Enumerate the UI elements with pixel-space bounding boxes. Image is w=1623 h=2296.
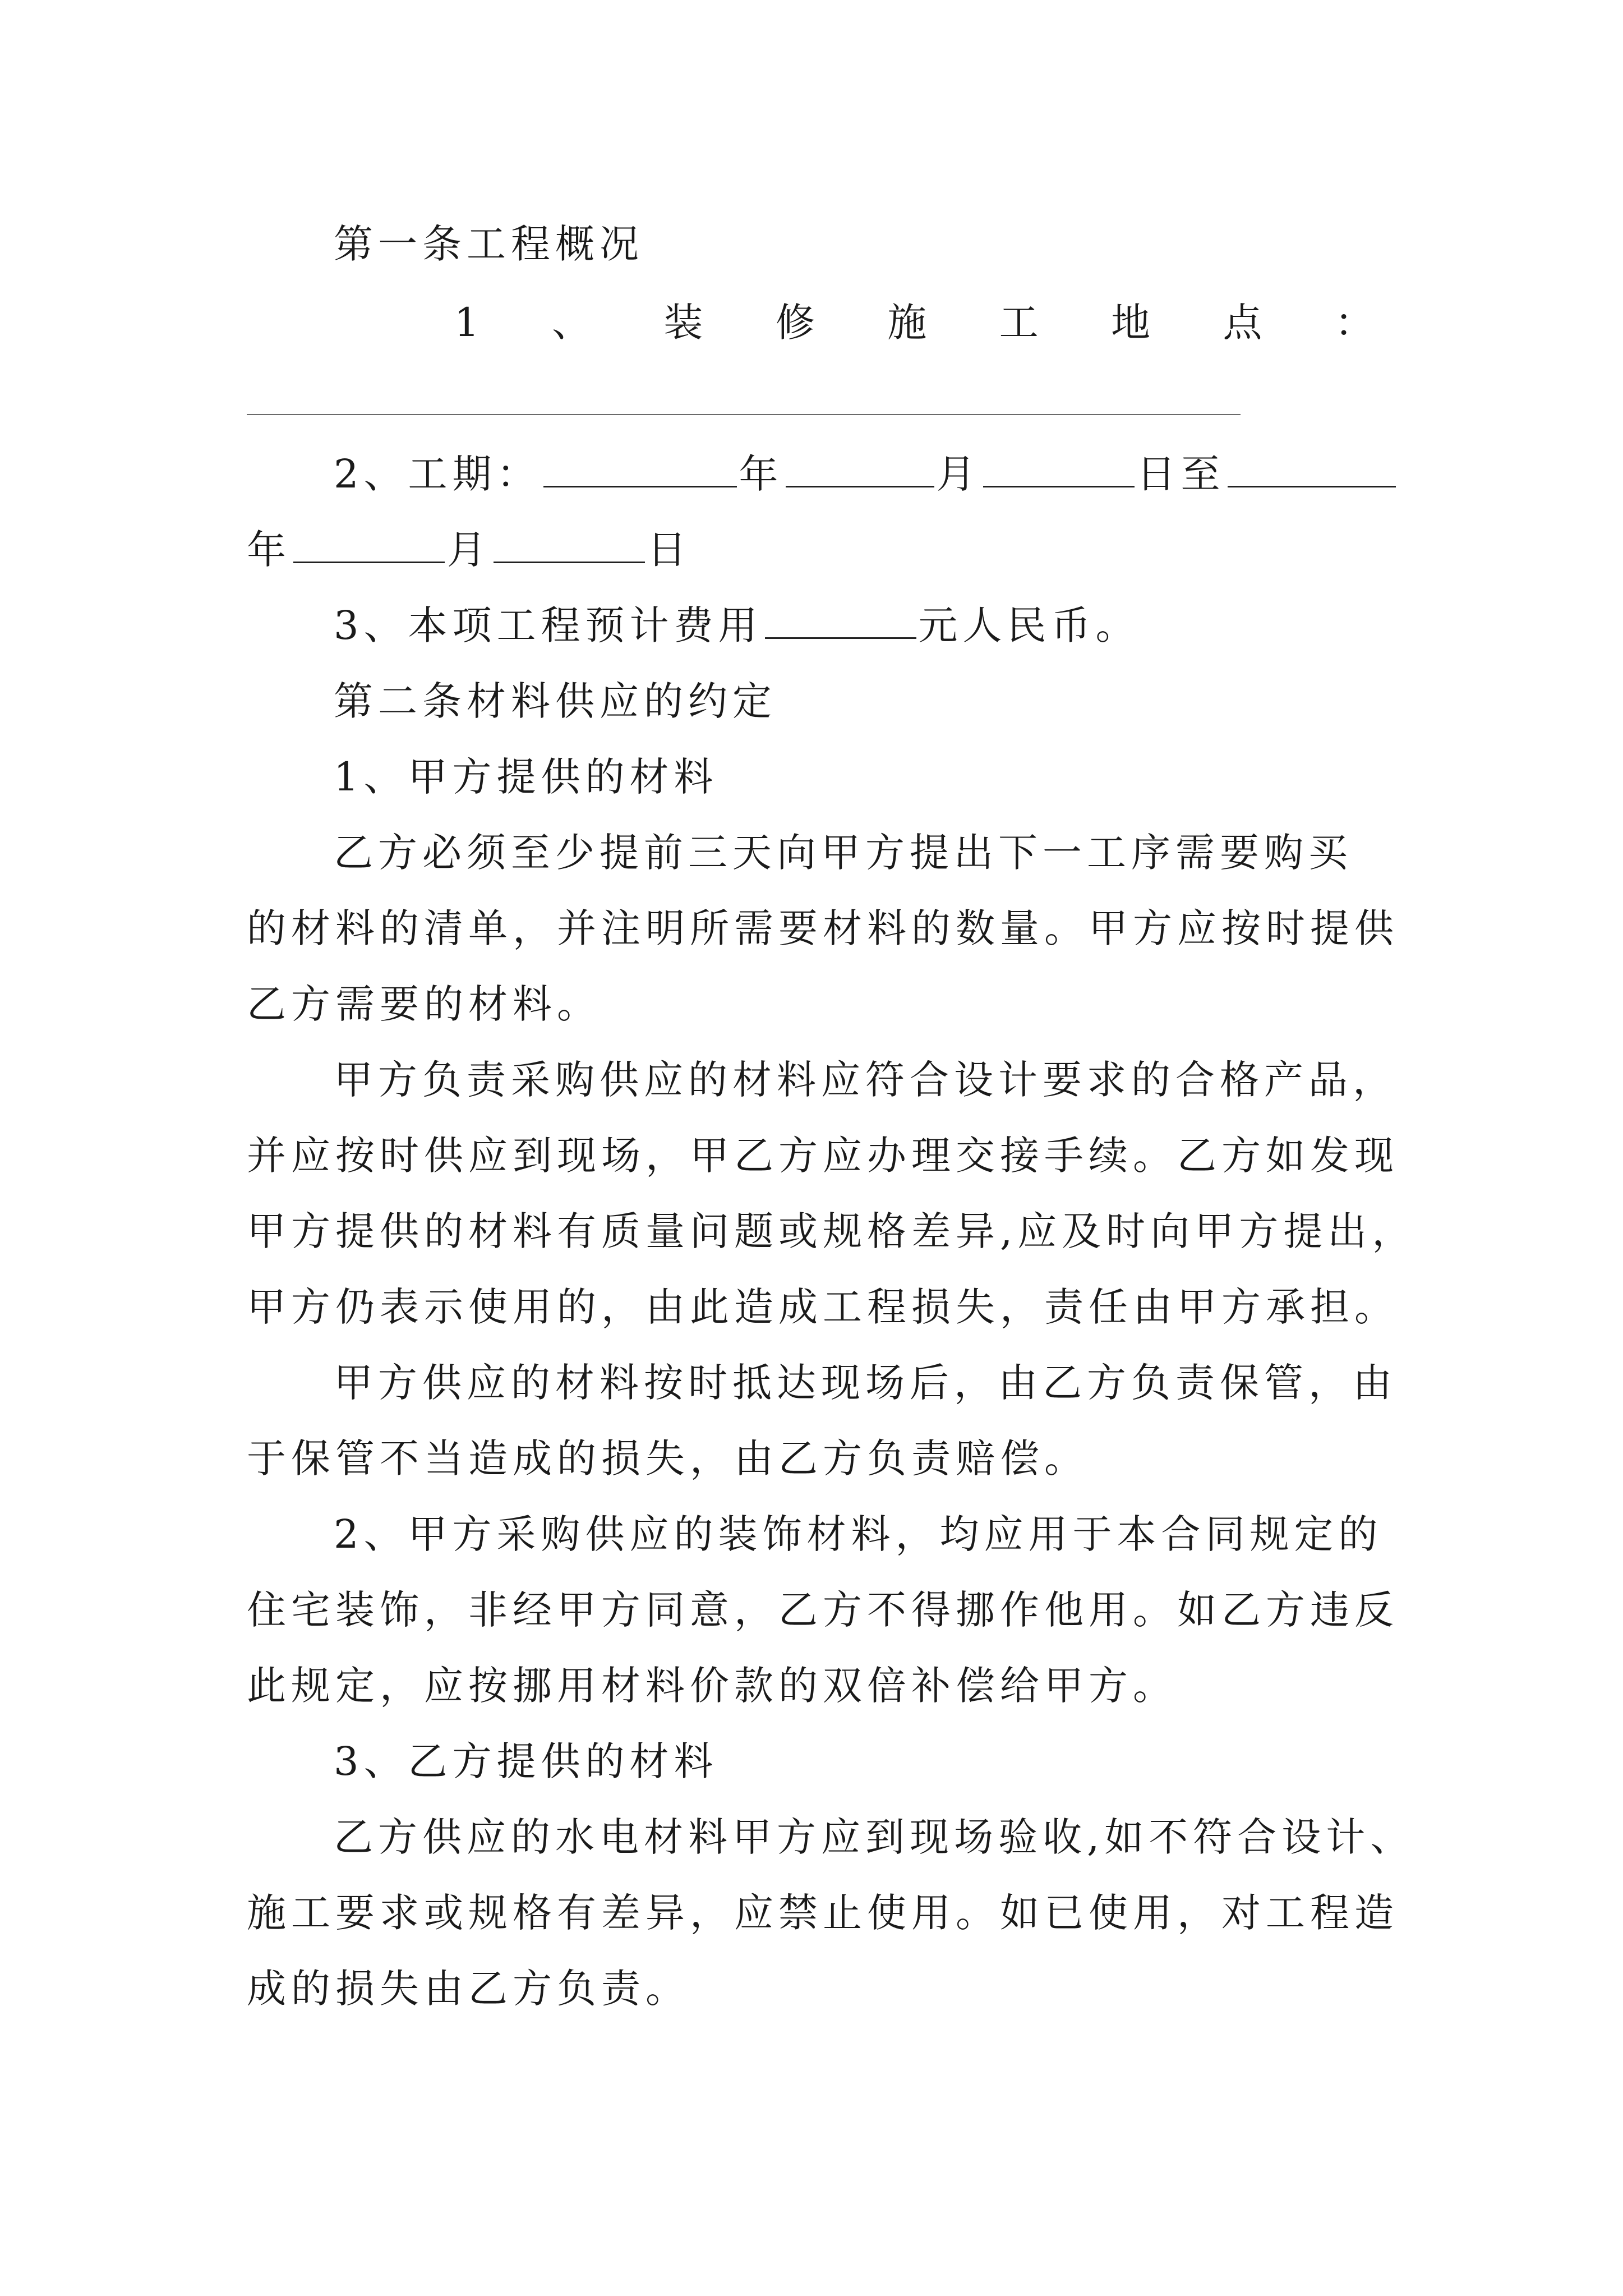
paragraph-line: 此规定，应按挪用材料价款的双倍补偿给甲方。 <box>247 1663 1177 1709</box>
paragraph-line: 住宅装饰，非经甲方同意，乙方不得挪作他用。如乙方违反 <box>247 1587 1399 1633</box>
item-2-label: 2、工期： <box>334 451 541 497</box>
month-label: 月 <box>447 527 491 573</box>
item-1-char: 地 <box>1111 300 1151 346</box>
paragraph-line: 甲方提供的材料有质量问题或规格差异,应及时向甲方提出， <box>247 1208 1417 1254</box>
paragraph-line: 2、甲方采购供应的装饰材料，均应用于本合同规定的 <box>334 1511 1383 1557</box>
item-1-char: 工 <box>999 300 1039 346</box>
paragraph-line: 甲方供应的材料按时抵达现场后，由乙方负责保管，由 <box>334 1360 1397 1406</box>
paragraph-line: 的材料的清单，并注明所需要材料的数量。甲方应按时提供 <box>247 905 1399 951</box>
month-blank <box>293 524 445 563</box>
item-3-prefix: 3、本项工程预计费用 <box>334 602 763 648</box>
paragraph-line: 于保管不当造成的损失，由乙方负责赔偿。 <box>247 1435 1089 1481</box>
location-blank-line <box>247 414 1241 415</box>
paragraph-line: 乙方需要的材料。 <box>247 981 601 1027</box>
month-blank <box>786 449 934 487</box>
paragraph-line: 并应按时供应到现场，甲乙方应办理交接手续。乙方如发现 <box>247 1133 1399 1179</box>
paragraph-line: 施工要求或规格有差异，应禁止使用。如已使用，对工程造 <box>247 1890 1399 1936</box>
day-label: 日 <box>647 527 691 573</box>
cost-blank <box>765 600 916 639</box>
item-3-cost-line <box>0 597 1623 654</box>
paragraph-line: 甲方仍表示使用的，由此造成工程损失，责任由甲方承担。 <box>247 1284 1399 1330</box>
item-1-char: 1 <box>454 300 479 346</box>
item-1-location-line <box>454 295 1374 351</box>
day-blank <box>983 449 1135 487</box>
item-3-suffix: 元人民币。 <box>918 602 1140 648</box>
end-year-blank <box>1228 449 1396 487</box>
item-2-period-line-2 <box>0 522 1623 578</box>
item-2-period-line-1 <box>0 446 1623 502</box>
article-2-title: 第二条材料供应的约定 <box>334 678 777 724</box>
year-label: 年 <box>739 451 783 497</box>
item-1-char: 、 <box>551 300 591 346</box>
item-1-char: 施 <box>887 300 927 346</box>
paragraph-line: 乙方供应的水电材料甲方应到现场验收,如不符合设计、 <box>334 1814 1415 1860</box>
article-1-title: 第一条工程概况 <box>334 221 644 267</box>
item-1-char: ： <box>1334 300 1374 346</box>
sub-3-title: 3、乙方提供的材料 <box>334 1738 718 1784</box>
item-1-char: 装 <box>663 300 703 346</box>
day-blank <box>494 524 645 563</box>
paragraph-line: 乙方必须至少提前三天向甲方提出下一工序需要购买 <box>334 830 1353 876</box>
paragraph-line: 甲方负责采购供应的材料应符合设计要求的合格产品， <box>334 1057 1397 1103</box>
day-to-label: 日至 <box>1136 451 1225 497</box>
year-blank <box>543 449 737 487</box>
year-label: 年 <box>247 527 291 573</box>
item-1-char: 修 <box>775 300 815 346</box>
sub-1-title: 1、甲方提供的材料 <box>334 754 718 800</box>
paragraph-line: 成的损失由乙方负责。 <box>247 1966 690 2012</box>
month-label: 月 <box>936 451 981 497</box>
item-1-char: 点 <box>1223 300 1262 346</box>
